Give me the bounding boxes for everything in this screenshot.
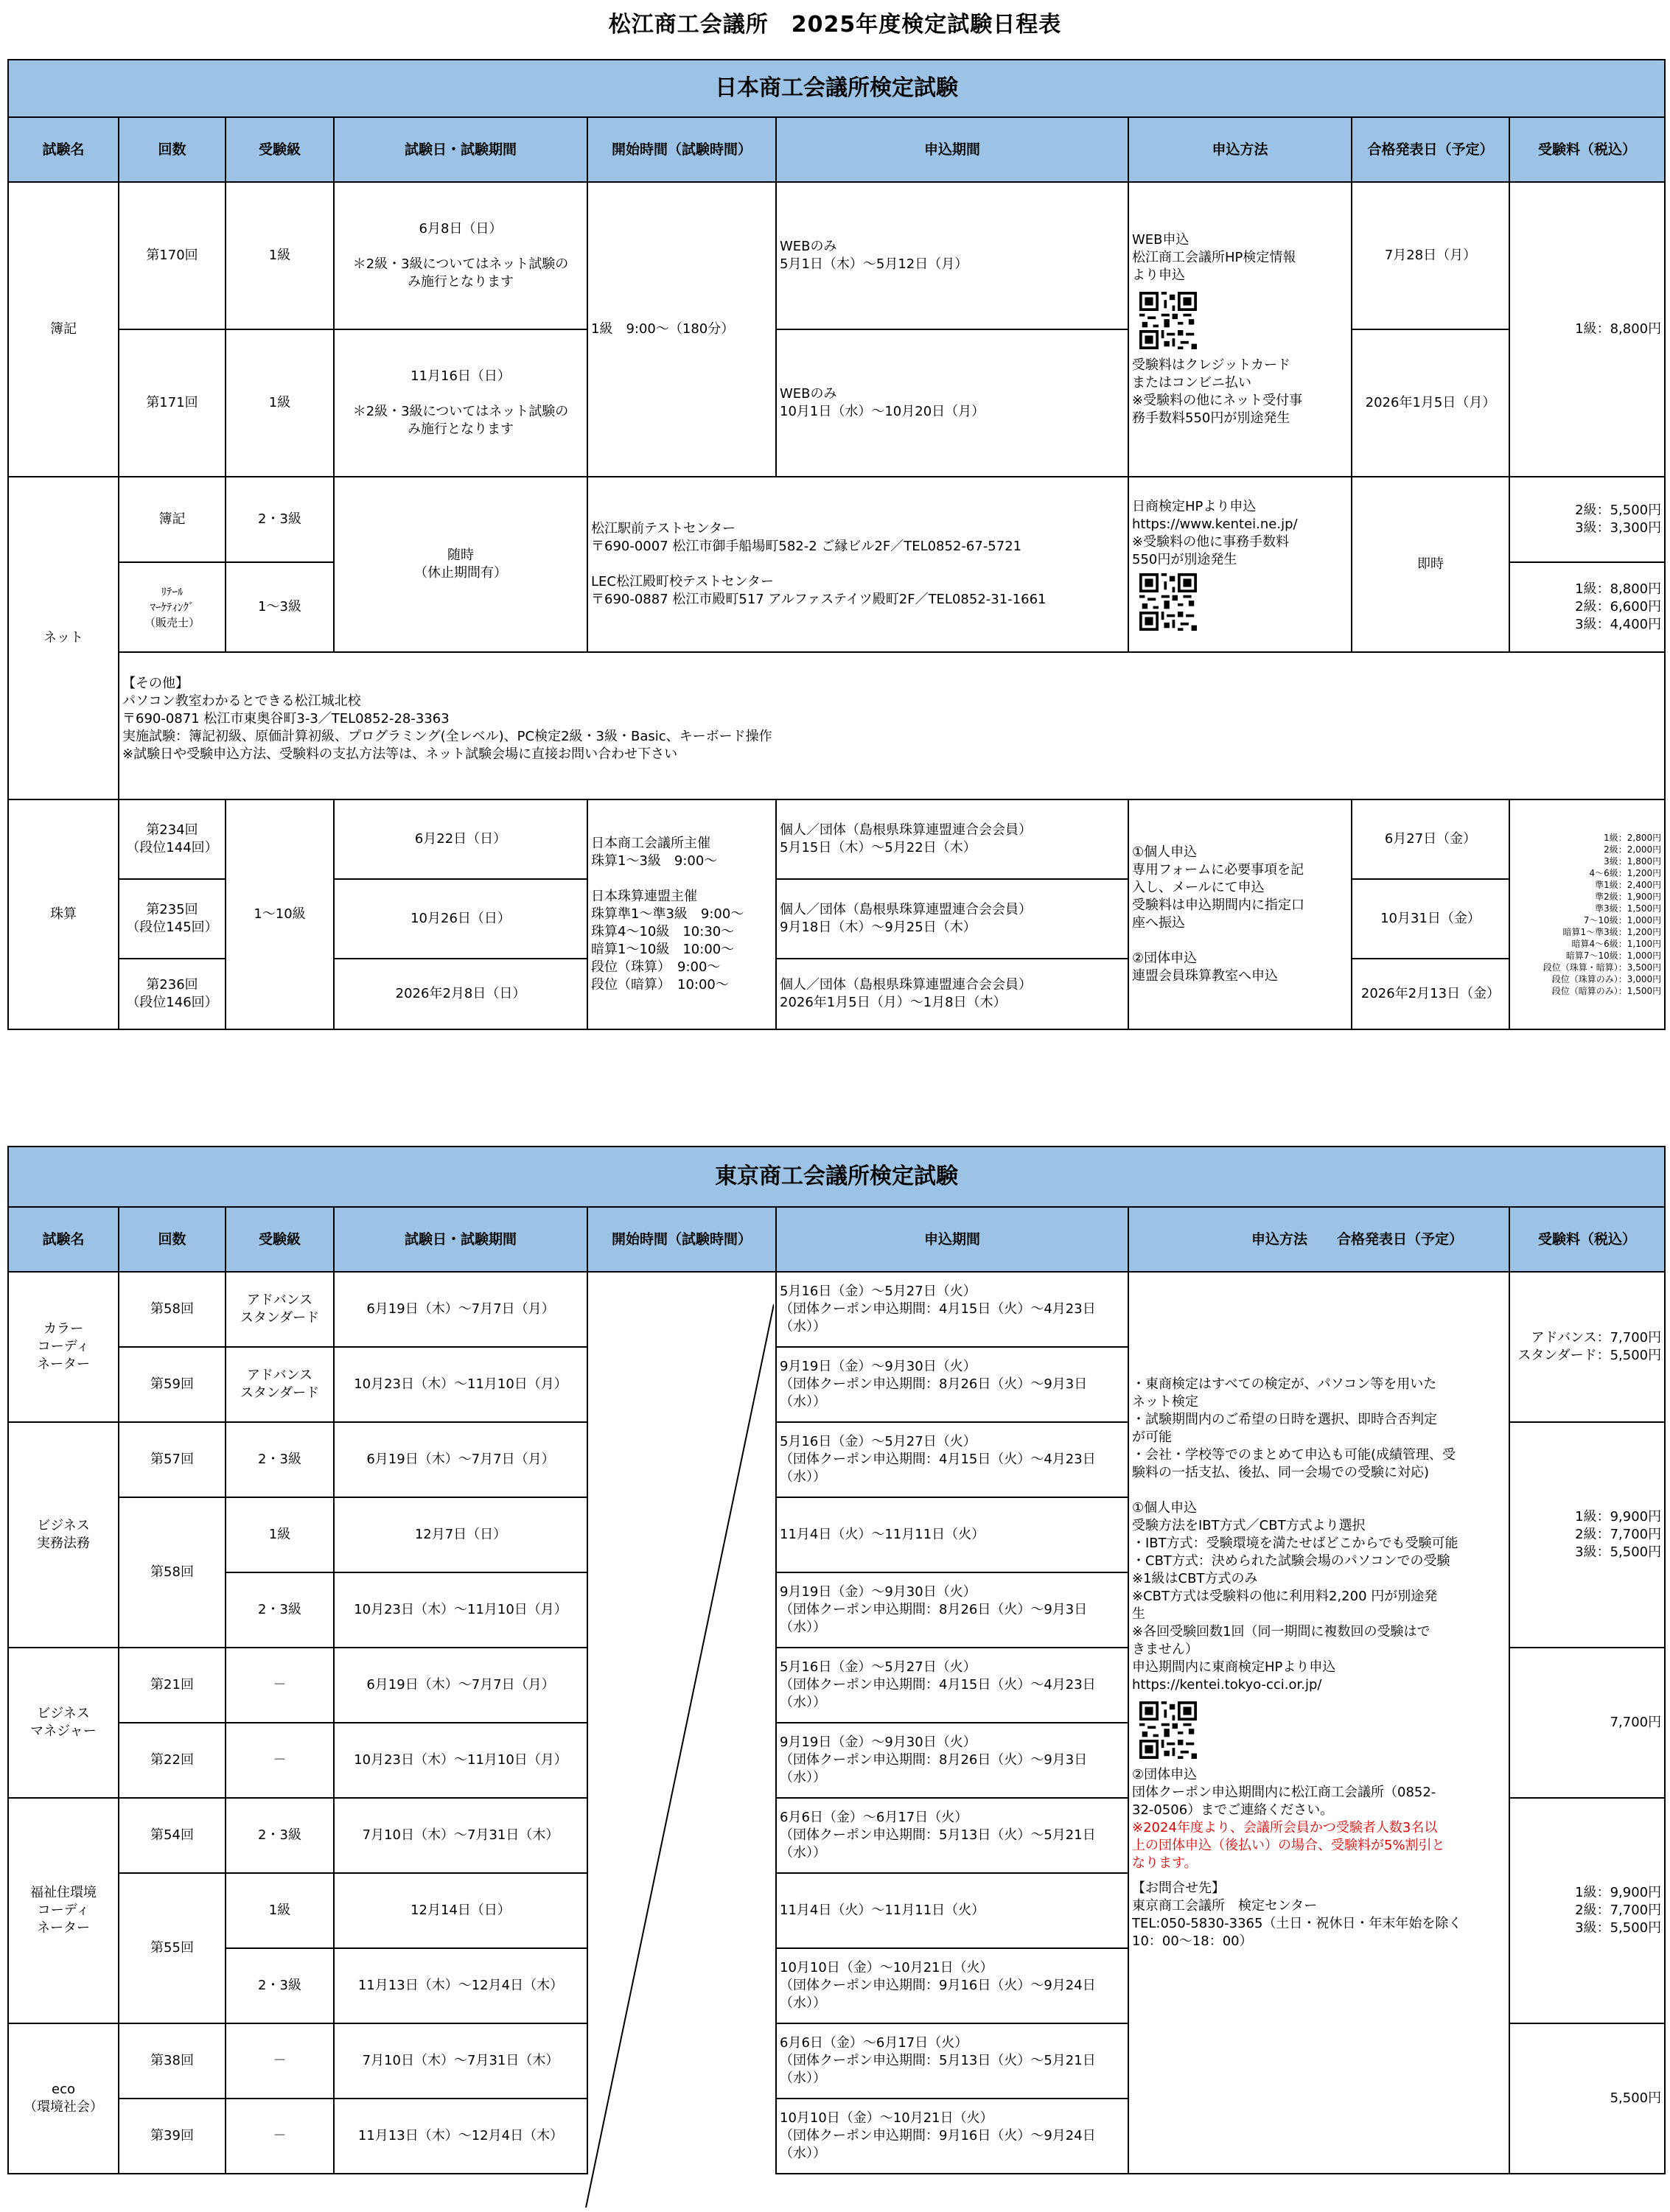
exam-date: 7月10日（木）～7月31日（木） [334, 1798, 587, 1873]
apply-method [1128, 477, 1352, 652]
apply-method [1128, 182, 1352, 477]
apply-period: 個人／団体（島根県珠算連盟連合会会員） 5月15日（木）～5月22日（木） [776, 799, 1128, 879]
fee: 1級：8,800円 [1509, 182, 1665, 477]
header-start-time: 開始時間（試験時間） [587, 1207, 776, 1272]
round: 第55回 [119, 1873, 226, 2023]
exam-name-manager: ビジネス マネジャー [8, 1648, 119, 1798]
apply-period: WEBのみ 10月1日（水）～10月20日（月） [776, 329, 1128, 477]
apply-period: 9月19日（金）～9月30日（火） （団体クーポン申込期間：8月26日（火）～9月3日（水）） [776, 1347, 1128, 1422]
round: 第21回 [119, 1648, 226, 1723]
exam-date: 6月8日（日） ＊2級・3級についてはネット試験の み施行となります [334, 182, 587, 329]
net-retail-name: ﾘﾃｰﾙ ﾏｰｹﾃｨﾝｸﾞ （販売士） [119, 562, 226, 652]
qr-code-icon[interactable] [1139, 292, 1197, 349]
header-apply-method-result [1128, 1207, 1509, 1272]
exam-date: 2026年2月8日（日） [334, 959, 587, 1029]
grade: 2・3級 [226, 1572, 334, 1648]
round: 第59回 [119, 1347, 226, 1422]
header-fee: 受験料（税込） [1509, 1207, 1665, 1272]
apply-period: 10月10日（金）～10月21日（火） （団体クーポン申込期間：9月16日（火）～9月24日（水）） [776, 1948, 1128, 2023]
grade: 1級 [226, 1873, 334, 1948]
exam-date: 6月19日（木）～7月7日（月） [334, 1272, 587, 1347]
boki-171-row [8, 329, 1665, 477]
exam-date: 12月7日（日） [334, 1497, 587, 1572]
apply-period: 6月6日（金）～6月17日（火） （団体クーポン申込期間：5月13日（火）～5月21日（水）） [776, 2023, 1128, 2099]
apply-method: ①個人申込 専用フォームに必要事項を記 入し、メールにて申込 受験料は申込期間内に指定口 座へ振込 ②団体申込 連盟会員珠算教室へ申込 [1128, 799, 1352, 1029]
fee: アドバンス：7,700円 スタンダード：5,500円 [1509, 1272, 1665, 1422]
header-apply-method: 申込方法 [1128, 117, 1352, 182]
exam-date: 10月23日（木）～11月10日（月） [334, 1572, 587, 1648]
header-round: 回数 [119, 117, 226, 182]
net-other-row [8, 652, 1665, 799]
method-text: 日商検定HPより申込 https://www.kentei.ne.jp/ ※受験料の他に事務手数料 550円が別途発生 [1132, 499, 1298, 567]
exam-date: 11月13日（木）～12月4日（木） [334, 1948, 587, 2023]
exam-name-soroban: 珠算 [8, 799, 119, 1029]
exam-name-net: ネット [8, 477, 119, 799]
round: 第39回 [119, 2099, 226, 2174]
grade: 1級 [226, 329, 334, 477]
round: 第57回 [119, 1422, 226, 1497]
grade: 2・3級 [226, 1948, 334, 2023]
grade: 2・3級 [226, 1422, 334, 1497]
header-result-date: 合格発表日（予定） [1352, 117, 1509, 182]
page-title: 松江商工会議所 2025年度検定試験日程表 [608, 12, 1062, 38]
method-discount-note: ※2024年度より、会議所会員かつ受験者人数3名以 上の団体申込（後払い）の場合、受験料が5%割引と なります。 [1132, 1820, 1445, 1871]
net-boki-name: 簿記 [119, 477, 226, 562]
round: 第38回 [119, 2023, 226, 2099]
round: 第58回 [119, 1497, 226, 1648]
start-time-empty [587, 1272, 776, 2174]
soroban-234-row [8, 799, 1665, 879]
grade: 2・3級 [226, 1798, 334, 1873]
header-round: 回数 [119, 1207, 226, 1272]
result-date: 2026年2月13日（金） [1352, 959, 1509, 1029]
header-fee: 受験料（税込） [1509, 117, 1665, 182]
exam-date: 随時 （休止期間有） [334, 477, 587, 652]
exam-date: 10月23日（木）～11月10日（月） [334, 1723, 587, 1798]
fee: 1級：9,900円 2級：7,700円 3級：5,500円 [1509, 1798, 1665, 2023]
qr-code-icon[interactable] [1139, 573, 1197, 631]
apply-period: 9月19日（金）～9月30日（火） （団体クーポン申込期間：8月26日（火）～9月3日（水）） [776, 1572, 1128, 1648]
exam-name-eco: eco （環境社会） [8, 2023, 119, 2174]
header-exam-date: 試験日・試験期間 [334, 1207, 587, 1272]
apply-period: 9月19日（金）～9月30日（火） （団体クーポン申込期間：8月26日（火）～9月3日（水）） [776, 1723, 1128, 1798]
result-date: 10月31日（金） [1352, 879, 1509, 959]
qr-code-icon[interactable] [1139, 1701, 1197, 1759]
round: 第171回 [119, 329, 226, 477]
header-apply-method: 申込方法 [1251, 1231, 1307, 1247]
exam-date: 10月23日（木）～11月10日（月） [334, 1347, 587, 1422]
fee: 1級：8,800円 2級：6,600円 3級：4,400円 [1509, 562, 1665, 652]
exam-date: 10月26日（日） [334, 879, 587, 959]
tosho-table [7, 1146, 1666, 2174]
exam-date: 12月14日（日） [334, 1873, 587, 1948]
fee: 7,700円 [1509, 1648, 1665, 1798]
boki-170-row [8, 182, 1665, 329]
exam-date: 6月22日（日） [334, 799, 587, 879]
method-text: ・東商検定はすべての検定が、パソコン等を用いた ネット検定 ・試験期間内のご希望の日時を選択、即時合否判定 が可能 ・会社・学校等でのまとめて申込も可能(成績管理、受 験料の一括支払、後払、同一会場での受験に対応) ①個人申込 受験方法をIBT方式／CBT方式より選択 ・IBT方式：受験環境を満たせばどこからでも受験可能 ・CBT方式：決められた試験会場のパソコンでの受験 ※1級はCBT方式のみ ※CBT方式は受験料の他に利用料2,200 円が別途発 生 ※各回受験回数1回（同一期間に複数回の受験はで きません） 申込期間内に東商検定HPより申込 https://kentei.tokyo-cci.or.jp/ [1132, 1376, 1458, 1693]
header-grade: 受験級 [226, 117, 334, 182]
round: 第234回 （段位144回） [119, 799, 226, 879]
apply-period: 6月6日（金）～6月17日（火） （団体クーポン申込期間：5月13日（火）～5月21日（水）） [776, 1798, 1128, 1873]
grade: アドバンス スタンダード [226, 1347, 334, 1422]
exam-name-welfare: 福祉住環境 コーディ ネーター [8, 1798, 119, 2023]
header-result-date: 合格発表日（予定） [1337, 1231, 1464, 1247]
apply-period: 11月4日（火）～11月11日（火） [776, 1497, 1128, 1572]
fee: 2級：5,500円 3級：3,300円 [1509, 477, 1665, 562]
exam-name-color: カラー コーディ ネーター [8, 1272, 119, 1422]
grade: － [226, 1723, 334, 1798]
header-start-time: 開始時間（試験時間） [587, 117, 776, 182]
round: 第170回 [119, 182, 226, 329]
exam-date: 11月16日（日） ＊2級・3級についてはネット試験の み施行となります [334, 329, 587, 477]
header-exam-date: 試験日・試験期間 [334, 117, 587, 182]
grade: 1級 [226, 1497, 334, 1572]
header-exam-name: 試験名 [8, 1207, 119, 1272]
start-time: 1級 9:00～（180分） [587, 182, 776, 477]
result-date: 即時 [1352, 477, 1509, 652]
tosho-apply-method [1128, 1272, 1509, 2174]
result-date: 6月27日（金） [1352, 799, 1509, 879]
grade: 2・3級 [226, 477, 334, 562]
exam-date: 7月10日（木）～7月31日（木） [334, 2023, 587, 2099]
apply-period: 10月10日（金）～10月21日（火） （団体クーポン申込期間：9月16日（火）～9月24日（水）） [776, 2099, 1128, 2174]
apply-period: 11月4日（火）～11月11日（火） [776, 1873, 1128, 1948]
round: 第22回 [119, 1723, 226, 1798]
header-apply-period: 申込期間 [776, 1207, 1128, 1272]
net-boki-row [8, 477, 1665, 562]
round: 第54回 [119, 1798, 226, 1873]
header-exam-name: 試験名 [8, 117, 119, 182]
apply-period: 5月16日（金）～5月27日（火） （団体クーポン申込期間：4月15日（火）～4月23日（水）） [776, 1648, 1128, 1723]
nissho-banner: 日本商工会議所検定試験 [8, 60, 1665, 117]
fee: 1級：2,800円 2級：2,000円 3級：1,800円 4～6級：1,200円 準1級：2,400円 準2級：1,900円 準3級：1,500円 7～10級：1,000円 暗算1～準3級：1,200円 暗算4～6級：1,100円 暗算7～10級：1,000円 段位（珠算・暗算）：3,500円 段位（珠算のみ）：3,000円 段位（暗算のみ）：1,500円 [1509, 799, 1665, 1029]
round: 第236回 （段位146回） [119, 959, 226, 1029]
apply-period: 個人／団体（島根県珠算連盟連合会会員） 2026年1月5日（月）～1月8日（木） [776, 959, 1128, 1029]
grade: 1～3級 [226, 562, 334, 652]
apply-period: WEBのみ 5月1日（木）～5月12日（月） [776, 182, 1128, 329]
fee: 1級：9,900円 2級：7,700円 3級：5,500円 [1509, 1422, 1665, 1648]
start-time: 日本商工会議所主催 珠算1～3級 9:00～ 日本珠算連盟主催 珠算準1～準3級 9:00～ 珠算4～10級 10:30～ 暗算1～10級 10:00～ 段位（珠算） 9:00～ 段位（暗算） 10:00～ [587, 799, 776, 1029]
method-text: WEB申込 松江商工会議所HP検定情報 より申込 [1132, 232, 1296, 283]
grade: 1～10級 [226, 799, 334, 1029]
apply-period: 5月16日（金）～5月27日（火） （団体クーポン申込期間：4月15日（火）～4月23日（水）） [776, 1422, 1128, 1497]
nissho-table [7, 59, 1666, 1030]
header-apply-period: 申込期間 [776, 117, 1128, 182]
exam-date: 11月13日（木）～12月4日（木） [334, 2099, 587, 2174]
exam-name-boki: 簿記 [8, 182, 119, 477]
result-date: 7月28日（月） [1352, 182, 1509, 329]
fee: 5,500円 [1509, 2023, 1665, 2174]
net-other-info: 【その他】 パソコン教室わかるとできる松江城北校 〒690-0871 松江市東奥谷町3-3／TEL0852-28-3363 実施試験：簿記初級、原価計算初級、プログラミング(全レベル)、PC検定2級・3級・Basic、キーボード操作 ※試験日や受験申込方法、受験料の支払方法等は、ネット試験会場に直接お問い合わせ下さい [119, 652, 1665, 799]
round: 第58回 [119, 1272, 226, 1347]
test-centers: 松江駅前テストセンター 〒690-0007 松江市御手船場町582-2 ご縁ビル2F／TEL0852-67-5721 LEC松江殿町校テストセンター 〒690-0887 松江市殿町517 アルファステイツ殿町2F／TEL0852-31-1661 [587, 477, 1128, 652]
result-date: 2026年1月5日（月） [1352, 329, 1509, 477]
header-grade: 受験級 [226, 1207, 334, 1272]
method-group: ②団体申込 団体クーポン申込期間内に松江商工会議所（0852- 32-0506）までご連絡ください。 [1132, 1767, 1436, 1818]
exam-date: 6月19日（木）～7月7日（月） [334, 1422, 587, 1497]
round: 第235回 （段位145回） [119, 879, 226, 959]
grade: 1級 [226, 182, 334, 329]
apply-period: 個人／団体（島根県珠算連盟連合会会員） 9月18日（木）～9月25日（木） [776, 879, 1128, 959]
apply-period: 5月16日（金）～5月27日（火） （団体クーポン申込期間：4月15日（火）～4月23日（水）） [776, 1272, 1128, 1347]
color-58-row [8, 1272, 1665, 1347]
tosho-banner: 東京商工会議所検定試験 [8, 1147, 1665, 1207]
grade: アドバンス スタンダード [226, 1272, 334, 1347]
method-contact: 【お問合せ先】 東京商工会議所 検定センター TEL:050-5830-3365（土日・祝休日・年末年始を除く 10：00～18：00） [1132, 1880, 1462, 1949]
grade: － [226, 1648, 334, 1723]
exam-date: 6月19日（木）～7月7日（月） [334, 1648, 587, 1723]
nissho-header-row [8, 117, 1665, 182]
tosho-header-row [8, 1207, 1665, 1272]
grade: － [226, 2099, 334, 2174]
exam-name-law: ビジネス 実務法務 [8, 1422, 119, 1648]
method-note: 受験料はクレジットカード またはコンビニ払い ※受験料の他にネット受付事 務手数料550円が別途発生 [1132, 357, 1303, 426]
grade: － [226, 2023, 334, 2099]
